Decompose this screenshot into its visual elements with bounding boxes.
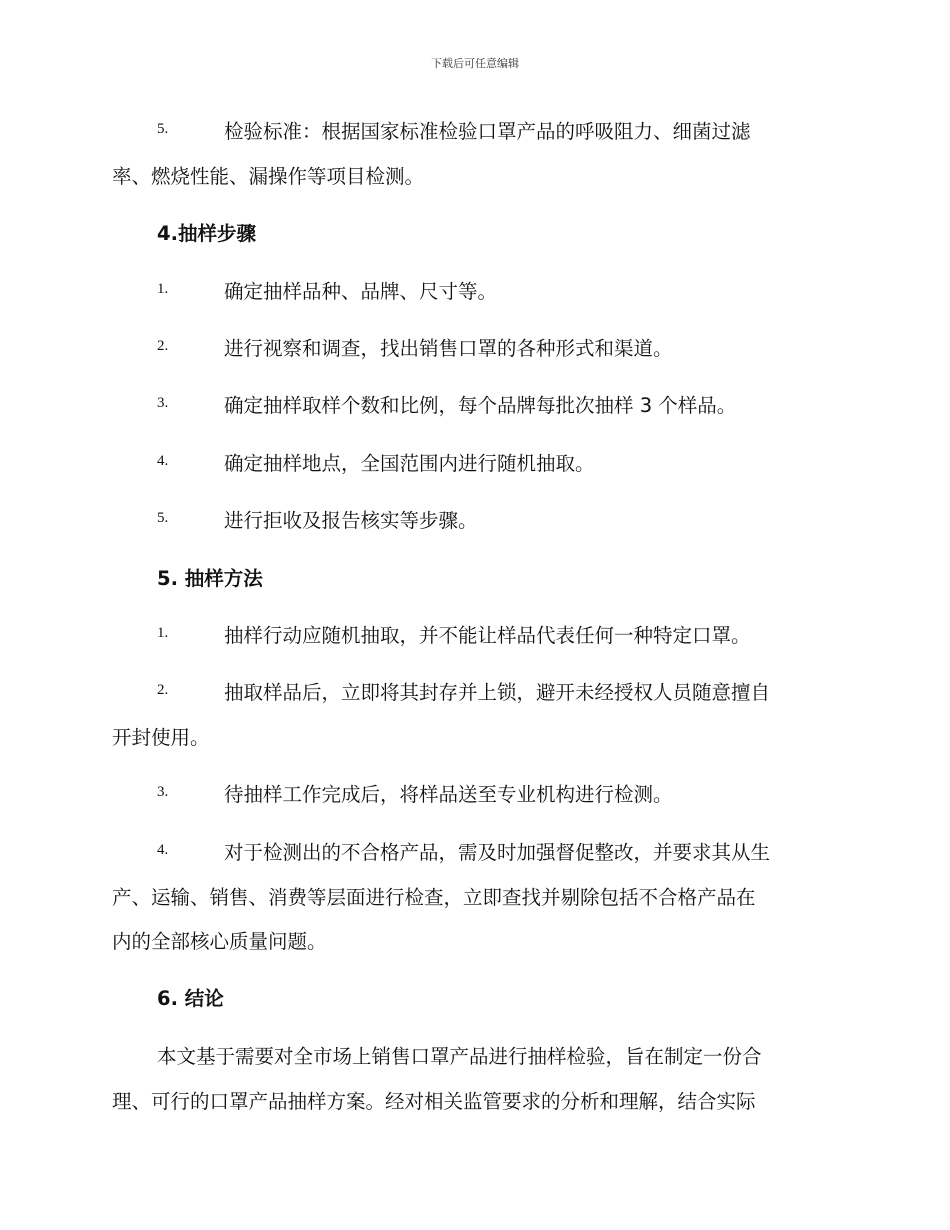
list-number: 4. bbox=[157, 453, 169, 469]
list-number: 2. bbox=[157, 682, 169, 698]
list-item-text: 检验标准：根据国家标准检验口罩产品的呼吸阻力、细菌过滤 bbox=[224, 120, 751, 143]
list-number: 3. bbox=[157, 395, 169, 411]
paragraph-text-continued: 理、可行的口罩产品抽样方案。经对相关监管要求的分析和理解，结合实际 bbox=[112, 1090, 756, 1113]
list-number: 5. bbox=[157, 510, 169, 526]
list-number: 5. bbox=[157, 121, 169, 137]
list-item-text: 进行拒收及报告核实等步骤。 bbox=[224, 509, 478, 532]
list-item-text: 待抽样工作完成后，将样品送至专业机构进行检测。 bbox=[224, 783, 673, 806]
page-header: 下载后可任意编辑 bbox=[431, 57, 519, 70]
list-number: 1. bbox=[157, 281, 169, 297]
list-item-text: 确定抽样取样个数和比例，每个品牌每批次抽样 3 个样品。 bbox=[224, 394, 737, 417]
list-item-text: 抽取样品后，立即将其封存并上锁，避开未经授权人员随意擅自 bbox=[224, 681, 771, 704]
list-number: 2. bbox=[157, 338, 169, 354]
list-item-text: 确定抽样品种、品牌、尺寸等。 bbox=[224, 280, 498, 303]
list-item-text-continued: 内的全部核心质量问题。 bbox=[112, 930, 327, 953]
list-item-text: 对于检测出的不合格产品，需及时加强督促整改，并要求其从生 bbox=[224, 841, 771, 864]
list-item-text-continued: 产、运输、销售、消费等层面进行检查，立即查找并剔除包括不合格产品在 bbox=[112, 886, 756, 909]
list-number: 1. bbox=[157, 625, 169, 641]
list-item-text-continued: 率、燃烧性能、漏操作等项目检测。 bbox=[112, 165, 425, 188]
list-number: 3. bbox=[157, 784, 169, 800]
list-item-text-continued: 开封使用。 bbox=[112, 726, 210, 749]
list-item-text: 确定抽样地点，全国范围内进行随机抽取。 bbox=[224, 452, 595, 475]
list-item-text: 进行视察和调查，找出销售口罩的各种形式和渠道。 bbox=[224, 337, 673, 360]
list-number: 4. bbox=[157, 842, 169, 858]
section-heading-sampling-steps: 4.抽样步骤 bbox=[157, 222, 256, 245]
section-heading-conclusion: 6. 结论 bbox=[157, 987, 224, 1010]
paragraph-text: 本文基于需要对全市场上销售口罩产品进行抽样检验，旨在制定一份合 bbox=[157, 1045, 762, 1068]
section-heading-sampling-methods: 5. 抽样方法 bbox=[157, 567, 263, 590]
list-item-text: 抽样行动应随机抽取，并不能让样品代表任何一种特定口罩。 bbox=[224, 624, 751, 647]
